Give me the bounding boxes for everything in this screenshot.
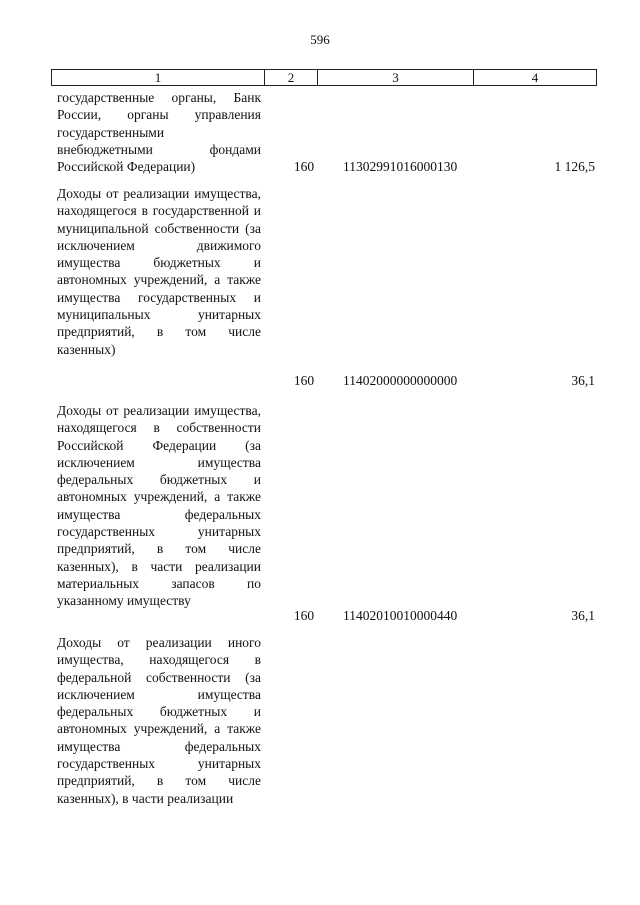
- table-row: [51, 402, 597, 627]
- header-col-3: 3: [317, 70, 473, 85]
- header-col-4: 4: [473, 70, 596, 85]
- row-description: Доходы от реализации имущества, находящегося в государственной и муниципальной собственности (за исключением движимого имущества бюджетных и автономных учреждений, а также имущества государственных и муниципальных унитарных предприятий, в том числе казенных): [57, 186, 261, 357]
- row-kbk-code: 11402010010000440: [343, 608, 458, 623]
- row-amount: 1 126,5: [554, 159, 595, 174]
- table-row: [51, 89, 597, 179]
- row-amount: 36,1: [571, 373, 595, 388]
- row-admin-code: 160: [293, 159, 315, 174]
- row-description: государственные органы, Банк России, органы управления государственными внебюджетными фондами Российской Федерации): [57, 90, 261, 175]
- row-admin-code: 160: [293, 373, 315, 388]
- row-kbk-code: 11302991016000130: [343, 159, 458, 174]
- row-description: Доходы от реализации иного имущества, находящегося в федеральной собственности (за исключением имущества федеральных бюджетных и автономных учреждений, а также имущества федеральных государственных унитарных предприятий, в том числе казенных), в части реализации: [57, 635, 261, 806]
- row-description: Доходы от реализации имущества, находящегося в собственности Российской Федерации (за исключением имущества федеральных бюджетных и автономных учреждений, а также имущества федеральных государственных унитарных предприятий, в том числе казенных), в части реализации материальных запасов по указанному имуществу: [57, 403, 261, 609]
- row-amount: 36,1: [571, 608, 595, 623]
- table-header: [51, 69, 597, 86]
- table-row: [51, 634, 597, 814]
- header-col-1: 1: [154, 70, 162, 85]
- row-kbk-code: 11402000000000000: [343, 373, 458, 388]
- header-col-2: 2: [264, 70, 317, 85]
- page-number: 596: [310, 32, 330, 47]
- row-admin-code: 160: [293, 608, 315, 623]
- table-row: [51, 185, 597, 395]
